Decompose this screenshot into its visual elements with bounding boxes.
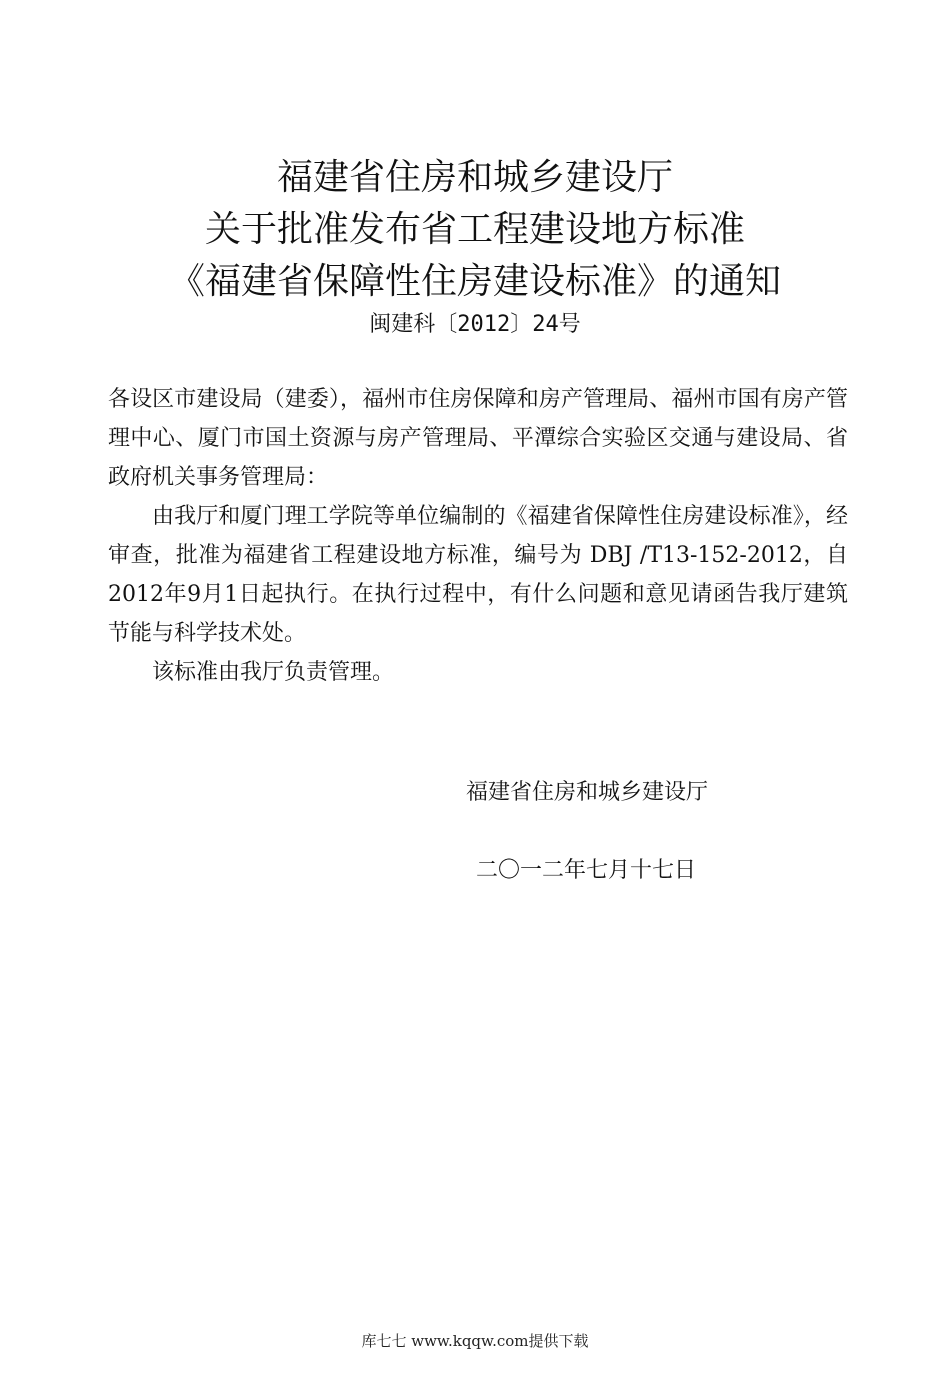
download-footer: 库七七 www.kqqw.com提供下载 <box>361 1332 589 1350</box>
body-paragraph-management: 该标准由我厅负责管理。 <box>152 660 395 685</box>
title-line-standard: 《福建省保障性住房建设标准》的通知 <box>168 261 781 302</box>
title-line-issuer: 福建省住房和城乡建设厅 <box>276 157 673 198</box>
issuer-signature: 福建省住房和城乡建设厅 <box>466 780 709 805</box>
title-line-subject: 关于批准发布省工程建设地方标准 <box>204 209 745 250</box>
document-number: 闽建科〔2012〕24号 <box>369 312 581 337</box>
document-title <box>0 152 950 340</box>
issue-date: 二〇一二年七月十七日 <box>476 858 697 883</box>
document-body <box>108 380 848 692</box>
body-paragraph-approval: 由我厅和厦门理工学院等单位编制的《福建省保障性住房建设标准》，经审查，批准为福建省工程建设地方标准，编号为 DBJ /T13-152-2012，自2012年9月1日起执行。在执行过程中，有什么问题和意见请函告我厅建筑节能与科学技术处。 <box>108 504 848 646</box>
recipients-paragraph: 各设区市建设局（建委），福州市住房保障和房产管理局、福州市国有房产管理中心、厦门市国土资源与房产管理局、平潭综合实验区交通与建设局、省政府机关事务管理局： <box>108 387 848 490</box>
